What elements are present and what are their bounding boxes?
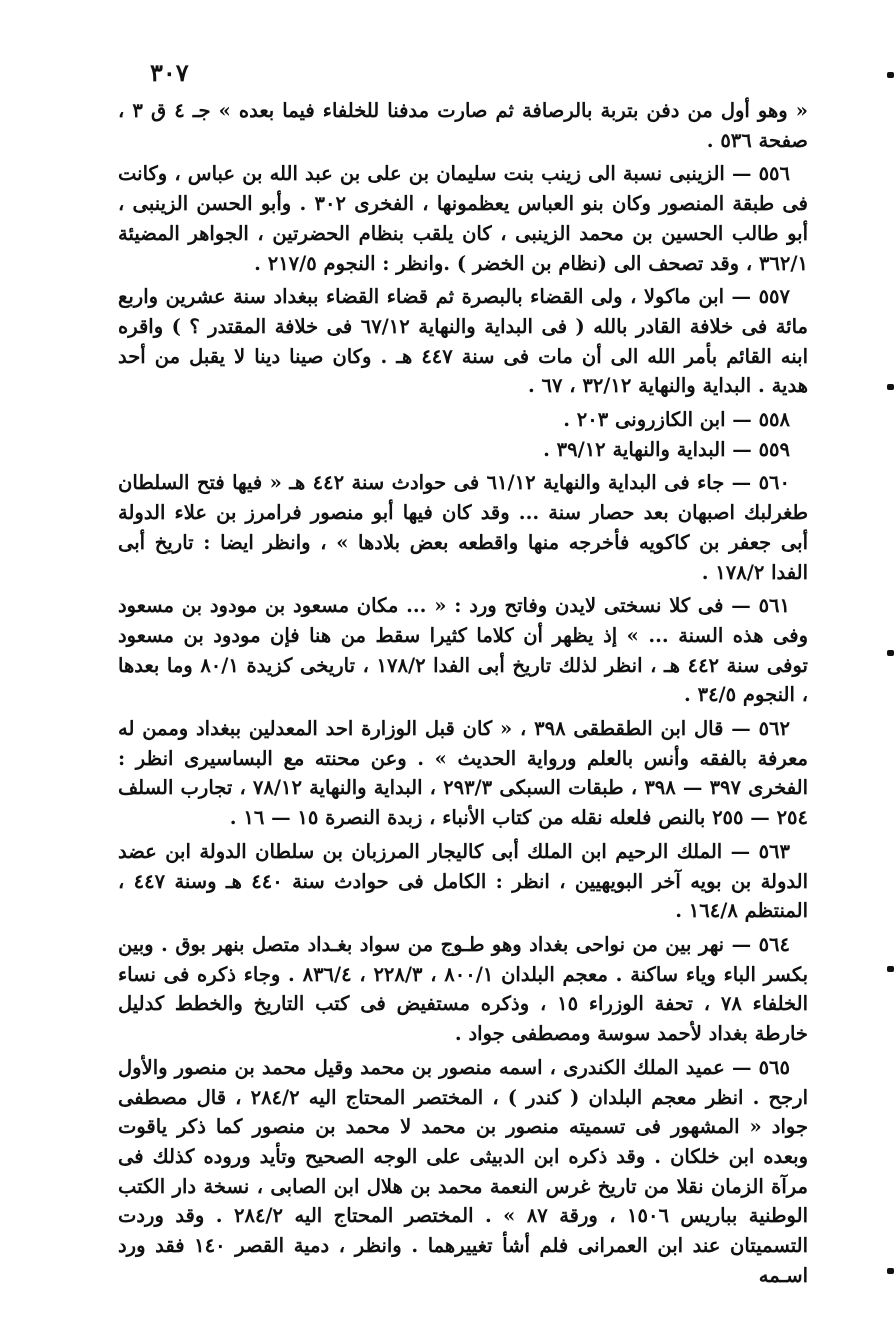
note-continuation: « وهو أول من دفن بتربة بالرصافة ثم صارت مدفنا للخلفاء فيما بعده » جـ ٤ ق ٣ ، صفحة ٥٣٦ .	[118, 99, 808, 152]
edge-mark	[887, 650, 894, 656]
footnotes-body	[118, 96, 808, 1294]
note-558: ٥٥٨ — ابن الكازرونى ٢٠٣ .	[563, 408, 790, 432]
note-563: ٥٦٣ — الملك الرحيم ابن الملك أبى كاليجار المرزبان بن سلطان الدولة ابن عضد الدولة بن بويه آخر البويهيين ، انظر : الكامل فى حوادث سنة ٤٤٠ هـ وسنة ٤٤٧ ، المنتظم ١٦٤/٨ .	[118, 839, 808, 923]
note-561: ٥٦١ — فى كلا نسختى لايدن وفاتح ورد : « ... مكان مسعود بن مودود بن مسعود وفى هذه السنة ... » إذ يظهر أن كلاما كثيرا سقط من هنا فإن مودود بن مسعود توفى سنة ٤٤٢ هـ ، انظر لذلك تاريخ أبى الفدا ١٧٨/٢ ، تاريخى كزيدة ٨٠/١ وما بعدها ، النجوم ٣٤/٥ .	[118, 594, 808, 707]
note-562: ٥٦٢ — قال ابن الطقطقى ٣٩٨ ، « كان قبل الوزارة احد المعدلين ببغداد وممن له معرفة بالفقه وأنس بالعلم ورواية الحديث » . وعن محنته مع البساسيرى انظر : الفخرى ٣٩٧ — ٣٩٨ ، طبقات السبكى ٢٩٣/٣ ، البداية والنهاية ٧٨/١٢ ، تجارب السلف ٢٥٤ — ٢٥٥ بالنص فلعله نقله من كتاب الأنباء ، زبدة النصرة ١٥ — ١٦ .	[118, 717, 808, 830]
note-557: ٥٥٧ — ابن ماكولا ، ولى القضاء بالبصرة ثم قضاء القضاء ببغداد سنة عشرين واربع مائة فى خلافة القادر بالله ( فى البداية والنهاية ٦٧/١٢ فى خلافة المقتدر ؟ ) واقره ابنه القائم بأمر الله الى أن مات فى سنة ٤٤٧ هـ . وكان صينا دينا لا يقبل من أحد هدية . البداية والنهاية ٣٢/١٢ ، ٦٧ .	[118, 285, 808, 398]
note-565: ٥٦٥ — عميد الملك الكندرى ، اسمه منصور بن محمد وقيل محمد بن منصور والأول ارجح . انظر معجم البلدان ( كندر ) ، المختصر المحتاج اليه ٢٨٤/٢ ، قال مصطفى جواد « المشهور فى تسميته منصور بن محمد لا محمد بن منصور كما ذكر ياقوت وبعده ابن خلكان . وقد ذكره ابن الدبيثى على الوجه الصحيح وتأيد وروده كذلك فى مرآة الزمان نقلا من تاريخ غرس النعمة محمد بن هلال ابن الصابى ، نسخة دار الكتب الوطنية بباريس ١٥٠٦ ، ورقة ٨٧ » . المختصر المحتاج اليه ٢٨٤/٢ . وقد وردت التسميتان عند ابن العمرانى فلم أشأ تغييرهما . وانظر ، دمية القصر ١٤٠ فقد ورد اسـمه	[118, 1055, 808, 1287]
page-number: ٣٠٧	[150, 58, 189, 87]
note-556: ٥٥٦ — الزينبى نسبة الى زينب بنت سليمان بن على بن عبد الله بن عباس ، وكانت فى طبقة المنصور وكان بنو العباس يعظمونها ، الفخرى ٣٠٢ . وأبو الحسن الزينبى ، أبو طالب الحسين بن محمد الزينبى ، كان يلقب بنظام الحضرتين ، الجواهر المضيئة ٣٦٢/١ ، وقد تصحف الى (نظام بن الخضر ) .وانظر : النجوم ٢١٧/٥ .	[118, 162, 808, 275]
note-564: ٥٦٤ — نهر بين من نواحى بغداد وهو طـوج من سواد بغـداد متصل بنهر بوق . وبين بكسر الباء وياء ساكنة . معجم البلدان ٨٠٠/١ ، ٢٢٨/٣ ، ٨٣٦/٤ . وجاء ذكره فى نساء الخلفاء ٧٨ ، تحفة الوزراء ١٥ ، وذكره مستفيض فى كتب التاريخ والخطط كدليل خارطة بغداد لأحمد سوسة ومصطفى جواد .	[118, 932, 809, 1046]
edge-mark	[887, 966, 894, 972]
edge-mark	[887, 384, 894, 390]
note-560: ٥٦٠ — جاء فى البداية والنهاية ٦١/١٢ فى حوادث سنة ٤٤٢ هـ « فيها فتح السلطان طغرلبك اصبهان بعد حصار سنة ... وقد كان فيها أبو منصور فرامرز بن علاء الدولة أبى جعفر بن كاكويه فأخرجه منها واقطعه بعض بلادها » ، وانظر ايضا : تاريخ أبى الفدا ١٧٨/٢ .	[118, 471, 808, 584]
edge-mark	[887, 72, 894, 78]
note-559: ٥٥٩ — البداية والنهاية ٣٩/١٢ .	[543, 437, 790, 461]
edge-mark	[887, 1268, 894, 1274]
